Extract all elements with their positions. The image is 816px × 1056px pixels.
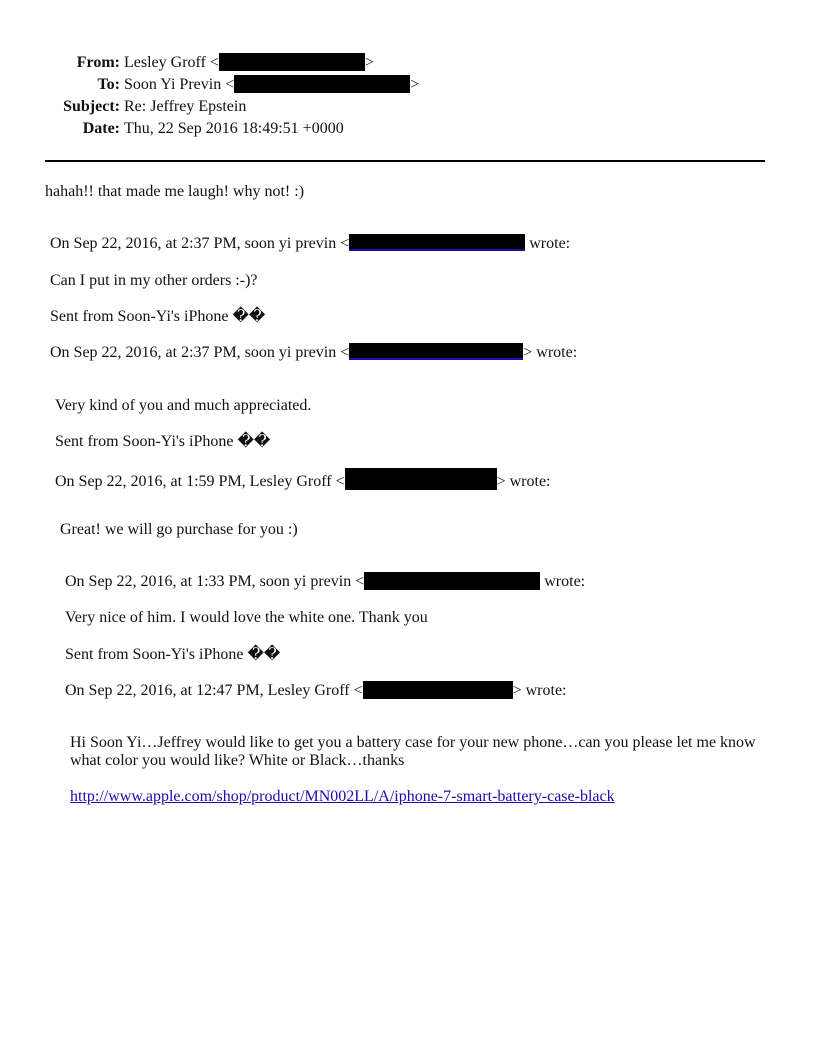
- from-label: From:: [76, 54, 120, 71]
- quote-1-signature: Sent from Soon-Yi's iPhone ��: [50, 308, 266, 325]
- quote-3-message: Great! we will go purchase for you :): [60, 521, 298, 538]
- quote-2-message: Very kind of you and much appreciated.: [55, 397, 312, 414]
- reply-text: hahah!! that made me laugh! why not! :): [45, 183, 305, 200]
- quote-4-wrote: wrote:: [540, 573, 586, 590]
- redacted-email: [364, 572, 540, 590]
- quote-4-attribution: [65, 572, 585, 592]
- quote-4-attribution-text: On Sep 22, 2016, at 1:33 PM, soon yi previn <: [65, 573, 365, 590]
- subject-value: Re: Jeffrey Epstein: [124, 98, 247, 115]
- redacted-email: [345, 468, 497, 490]
- from-close: >: [364, 54, 374, 71]
- to-close: >: [410, 76, 420, 93]
- quote-3-wrote: > wrote:: [496, 473, 551, 490]
- quote-3-attribution-text: On Sep 22, 2016, at 1:59 PM, Lesley Groff <: [55, 473, 345, 490]
- to-label: To:: [97, 76, 120, 93]
- date-value: Thu, 22 Sep 2016 18:49:51 +0000: [124, 120, 344, 137]
- quote-1-message: Can I put in my other orders :-)?: [50, 272, 258, 289]
- quote-2-attribution-text: On Sep 22, 2016, at 2:37 PM, soon yi previn <: [50, 344, 350, 361]
- quote-1-attribution-text: On Sep 22, 2016, at 2:37 PM, soon yi previn <: [50, 235, 350, 252]
- quote-1-wrote: wrote:: [525, 235, 571, 252]
- quote-5-attribution: [65, 681, 567, 701]
- redacted-email-link[interactable]: [349, 343, 523, 360]
- to-name: Soon Yi Previn <: [124, 76, 235, 93]
- quote-3-attribution: [55, 468, 551, 492]
- redacted-from-email: [219, 53, 365, 71]
- product-link[interactable]: http://www.apple.com/shop/product/MN002LL/A/iphone-7-smart-battery-case-black: [70, 788, 615, 805]
- product-link-row: [70, 787, 615, 807]
- quote-5-wrote: > wrote:: [512, 682, 567, 699]
- header-divider: [45, 160, 765, 162]
- quote-4-message: Very nice of him. I would love the white one. Thank you: [65, 609, 428, 626]
- quote-4-signature: Sent from Soon-Yi's iPhone ��: [65, 646, 281, 663]
- redacted-email-link[interactable]: [349, 234, 525, 251]
- date-label: Date:: [82, 120, 120, 137]
- subject-label: Subject:: [63, 98, 120, 115]
- redacted-to-email: [234, 75, 410, 93]
- redacted-email: [363, 681, 513, 699]
- quote-5-message: Hi Soon Yi…Jeffrey would like to get you a battery case for your new phone…can you please let me know what color you would like? White or Black…thanks: [70, 734, 756, 769]
- quote-1-attribution: [50, 234, 570, 254]
- quote-2-attribution: [50, 343, 577, 363]
- quote-5-attribution-text: On Sep 22, 2016, at 12:47 PM, Lesley Groff <: [65, 682, 363, 699]
- quote-2-signature: Sent from Soon-Yi's iPhone ��: [55, 433, 271, 450]
- quote-2-wrote: > wrote:: [523, 344, 578, 361]
- from-name: Lesley Groff <: [124, 54, 219, 71]
